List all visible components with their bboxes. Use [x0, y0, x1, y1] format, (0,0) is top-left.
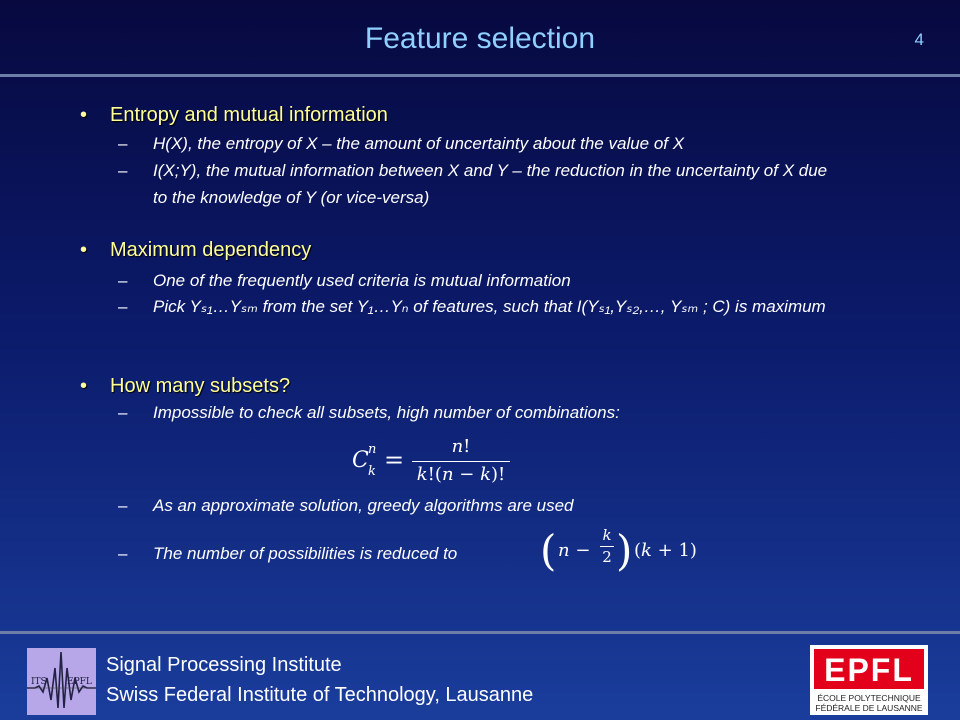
epfl-logo — [810, 645, 928, 715]
epfl-logo-line1: ÉCOLE POLYTECHNIQUE — [817, 693, 921, 703]
list-item — [118, 267, 838, 294]
heading-text: Entropy and mutual information — [110, 104, 388, 126]
dash-icon: – — [118, 161, 128, 180]
its-logo-waveform-icon — [27, 648, 96, 715]
footer-divider — [0, 631, 960, 634]
item-text: Pick Yₛ₁…Yₛₘ from the set Y₁…Yₙ of features, such that I(Yₛ₁,Yₛ₂,…, Yₛₘ ; C) is maximum — [153, 297, 826, 316]
item-text: Impossible to check all subsets, high number of combinations: — [153, 403, 620, 422]
list-item — [118, 540, 838, 567]
section-heading-subsets — [80, 375, 290, 398]
bullet-icon: • — [80, 239, 88, 261]
section-heading-max-dependency — [80, 239, 311, 262]
header-divider — [0, 74, 960, 77]
epfl-logo-wordmark: EPFL — [824, 652, 914, 688]
bullet-icon: • — [80, 104, 88, 126]
dash-icon: – — [118, 271, 128, 290]
list-item — [118, 130, 838, 157]
combinations-formula: C n k = n! k!(n − k)! — [352, 436, 522, 488]
item-text: The number of possibilities is reduced to — [153, 544, 458, 563]
its-logo-text-its: ITS — [31, 677, 47, 687]
dash-icon: – — [118, 297, 128, 316]
list-item — [118, 293, 838, 320]
list-item — [118, 157, 838, 211]
dash-icon: – — [118, 496, 128, 515]
section-heading-entropy — [80, 104, 388, 127]
reduced-formula: ( n − k 2 ) (k + 1) — [540, 526, 697, 575]
epfl-logo-graphic — [810, 645, 928, 715]
item-text: One of the frequently used criteria is mutual information — [153, 271, 571, 290]
its-logo-text-epfl: EPFL — [67, 677, 92, 687]
dash-icon: – — [118, 134, 128, 153]
item-text: H(X), the entropy of X – the amount of uncertainty about the value of X — [153, 134, 685, 153]
list-item — [118, 399, 838, 426]
bullet-icon: • — [80, 375, 88, 397]
epfl-logo-line2: FÉDÉRALE DE LAUSANNE — [815, 703, 923, 713]
list-item — [118, 492, 838, 519]
item-text: As an approximate solution, greedy algorithms are used — [153, 496, 574, 515]
item-text: I(X;Y), the mutual information between X and Y – the reduction in the uncertainty of X due to the knowledge of Y (or vice-versa) — [153, 161, 828, 207]
its-logo — [27, 648, 96, 715]
dash-icon: – — [118, 403, 128, 422]
heading-text: How many subsets? — [110, 375, 291, 397]
footer-institute: Signal Processing Institute — [106, 654, 342, 676]
slide-title: Feature selection — [364, 22, 596, 55]
page-number: 4 — [914, 30, 924, 49]
footer-university: Swiss Federal Institute of Technology, Lausanne — [106, 684, 534, 706]
heading-text: Maximum dependency — [110, 239, 312, 261]
dash-icon: – — [118, 544, 128, 563]
